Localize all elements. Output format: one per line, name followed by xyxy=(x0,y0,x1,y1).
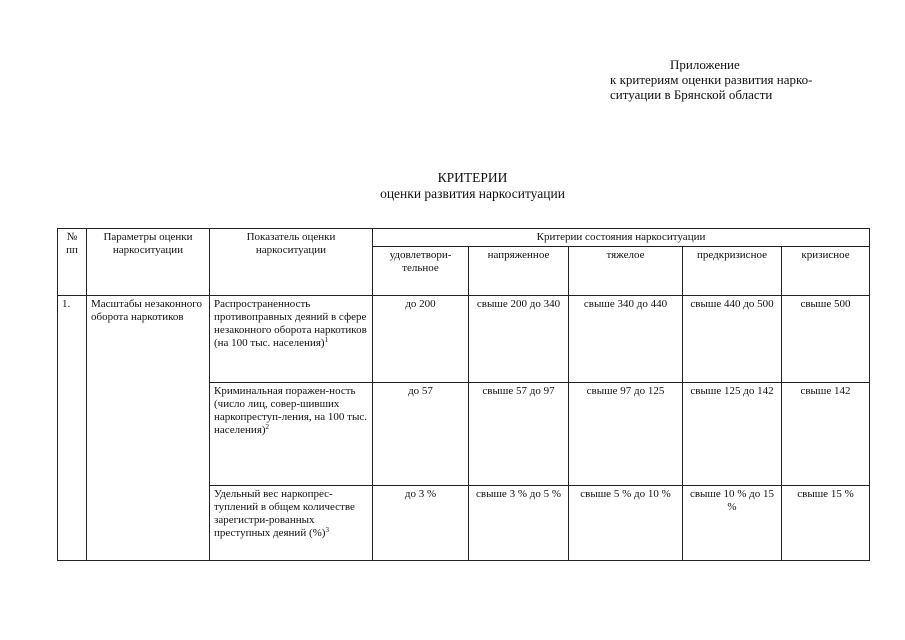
value-cell: свыше 10 % до 15 % xyxy=(683,486,782,561)
appendix-header xyxy=(610,57,813,102)
criteria-table xyxy=(57,228,870,561)
value-cell: до 3 % xyxy=(373,486,469,561)
value-cell: свыше 500 xyxy=(782,296,870,383)
footnote-marker: 2 xyxy=(265,423,270,431)
header-level-3: тяжелое xyxy=(569,247,683,296)
appendix-title: Приложение xyxy=(670,57,740,72)
header-num: № пп xyxy=(58,229,87,296)
indicator-cell xyxy=(210,486,373,561)
value-cell: свыше 142 xyxy=(782,383,870,486)
value-cell: свыше 440 до 500 xyxy=(683,296,782,383)
header-level-2: напряженное xyxy=(469,247,569,296)
document-subtitle: оценки развития наркоситуации xyxy=(380,186,565,201)
indicator-text: Криминальная поражен-ность (число лиц, совер-шивших наркопреступ-ления, на 100 тыс. населения) xyxy=(214,385,367,436)
appendix-line-2: к критериям оценки развития нарко- xyxy=(610,72,813,87)
value-cell: свыше 57 до 97 xyxy=(469,383,569,486)
header-level-4: предкризисное xyxy=(683,247,782,296)
section-param: Масштабы незаконного оборота наркотиков xyxy=(87,296,210,561)
indicator-text: Удельный вес наркопрес-туплений в общем количестве зарегистри-рованных преступных деяний (%) xyxy=(214,488,355,539)
value-cell: до 57 xyxy=(373,383,469,486)
value-cell: до 200 xyxy=(373,296,469,383)
value-cell: свыше 125 до 142 xyxy=(683,383,782,486)
section-num: 1. xyxy=(58,296,87,561)
indicator-cell xyxy=(210,383,373,486)
value-cell: свыше 97 до 125 xyxy=(569,383,683,486)
footnote-marker: 3 xyxy=(325,526,329,534)
appendix-line-3: ситуации в Брянской области xyxy=(610,87,773,102)
value-cell: свыше 15 % xyxy=(782,486,870,561)
header-criteria-group: Критерии состояния наркоситуации xyxy=(373,229,870,247)
header-indicator: Показатель оценки наркоситуации xyxy=(210,229,373,296)
value-cell: свыше 340 до 440 xyxy=(569,296,683,383)
header-level-5: кризисное xyxy=(782,247,870,296)
header-param: Параметры оценки наркоситуации xyxy=(87,229,210,296)
indicator-cell xyxy=(210,296,373,383)
value-cell: свыше 200 до 340 xyxy=(469,296,569,383)
indicator-text: Распространенность противоправных деяний в сфере незаконного оборота наркотиков (на 100 тыс. населения) xyxy=(214,298,367,349)
value-cell: свыше 3 % до 5 % xyxy=(469,486,569,561)
value-cell: свыше 5 % до 10 % xyxy=(569,486,683,561)
document-title: КРИТЕРИИ xyxy=(437,170,508,185)
header-level-1: удовлетвори-тельное xyxy=(373,247,469,296)
footnote-marker: 1 xyxy=(324,336,329,344)
table-row xyxy=(58,296,870,383)
